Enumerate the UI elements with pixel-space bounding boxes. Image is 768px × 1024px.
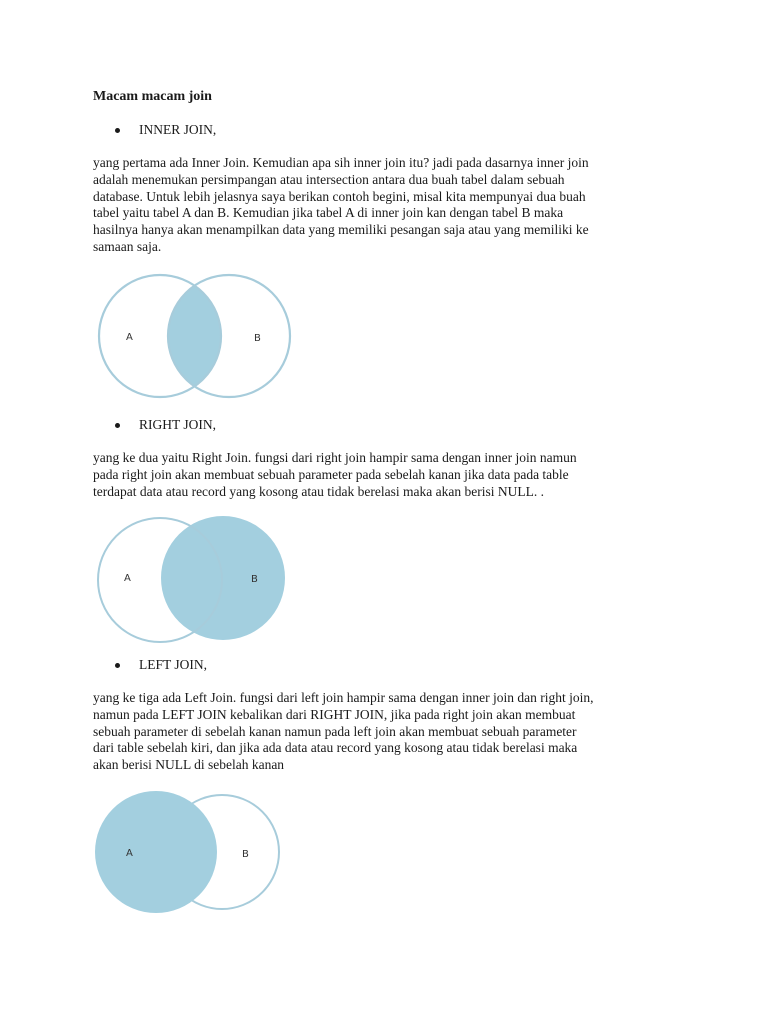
bullet-right-join — [115, 416, 216, 434]
circle-a-fill — [95, 791, 217, 913]
paragraph-line: namun pada LEFT JOIN kebalikan dari RIGHT JOIN, jika pada right join akan membuat — [93, 706, 576, 722]
paragraph-line: terdapat data atau record yang kosong atau tidak berelasi maka akan berisi NULL. . — [93, 483, 544, 499]
label-a: A — [126, 848, 133, 859]
bullet-dot-icon — [115, 423, 120, 428]
paragraph-line: yang pertama ada Inner Join. Kemudian apa sih inner join itu? jadi pada dasarnya inner join — [93, 155, 589, 170]
left-join-venn-diagram — [94, 790, 286, 916]
right-join-paragraph — [93, 450, 683, 500]
label-b: B — [242, 849, 249, 860]
inner-join-paragraph — [93, 155, 683, 256]
label-b: B — [254, 333, 261, 344]
label-a: A — [124, 573, 131, 584]
label-b: B — [251, 574, 258, 585]
bullet-label: INNER JOIN, — [139, 122, 217, 137]
paragraph-line: samaan saja. — [93, 238, 162, 254]
paragraph-line: yang ke tiga ada Left Join. fungsi dari left join hampir sama dengan inner join dan right join, — [93, 690, 594, 705]
bullet-dot-icon — [115, 128, 120, 133]
label-a: A — [126, 332, 133, 343]
paragraph-line: sebuah parameter di sebelah kanan namun pada left join akan membuat sebuah parameter — [93, 723, 577, 739]
document-title: Macam macam join — [93, 89, 212, 104]
circle-b-fill — [161, 516, 285, 640]
paragraph-line: hasilnya hanya akan menampilkan data yang memiliki pesangan saja atau yang memiliki ke — [93, 222, 589, 238]
bullet-label: LEFT JOIN, — [139, 657, 208, 672]
bullet-dot-icon — [115, 663, 120, 668]
paragraph-line: pada right join akan membuat sebuah parameter pada sebelah kanan jika data pada table — [93, 466, 569, 482]
right-join-venn-diagram — [94, 516, 292, 644]
paragraph-line: adalah menemukan persimpangan atau intersection antara dua buah tabel dalam sebuah — [93, 171, 565, 187]
paragraph-line: akan berisi NULL di sebelah kanan — [93, 757, 285, 773]
paragraph-line: yang ke dua yaitu Right Join. fungsi dari right join hampir sama dengan inner join namun — [93, 450, 577, 465]
left-join-paragraph — [93, 690, 683, 774]
bullet-left-join — [115, 656, 207, 674]
paragraph-line: database. Untuk lebih jelasnya saya berikan contoh begini, misal kita mempunyai dua buah — [93, 188, 586, 204]
bullet-label: RIGHT JOIN, — [139, 417, 216, 432]
inner-join-venn-diagram — [94, 272, 296, 400]
paragraph-line: dari table sebelah kiri, dan jika ada data atau record yang kosong atau tidak berelasi maka — [93, 740, 578, 756]
paragraph-line: tabel yaitu tabel A dan B. Kemudian jika tabel A di inner join kan dengan tabel B maka — [93, 205, 564, 221]
bullet-inner-join — [115, 121, 216, 139]
